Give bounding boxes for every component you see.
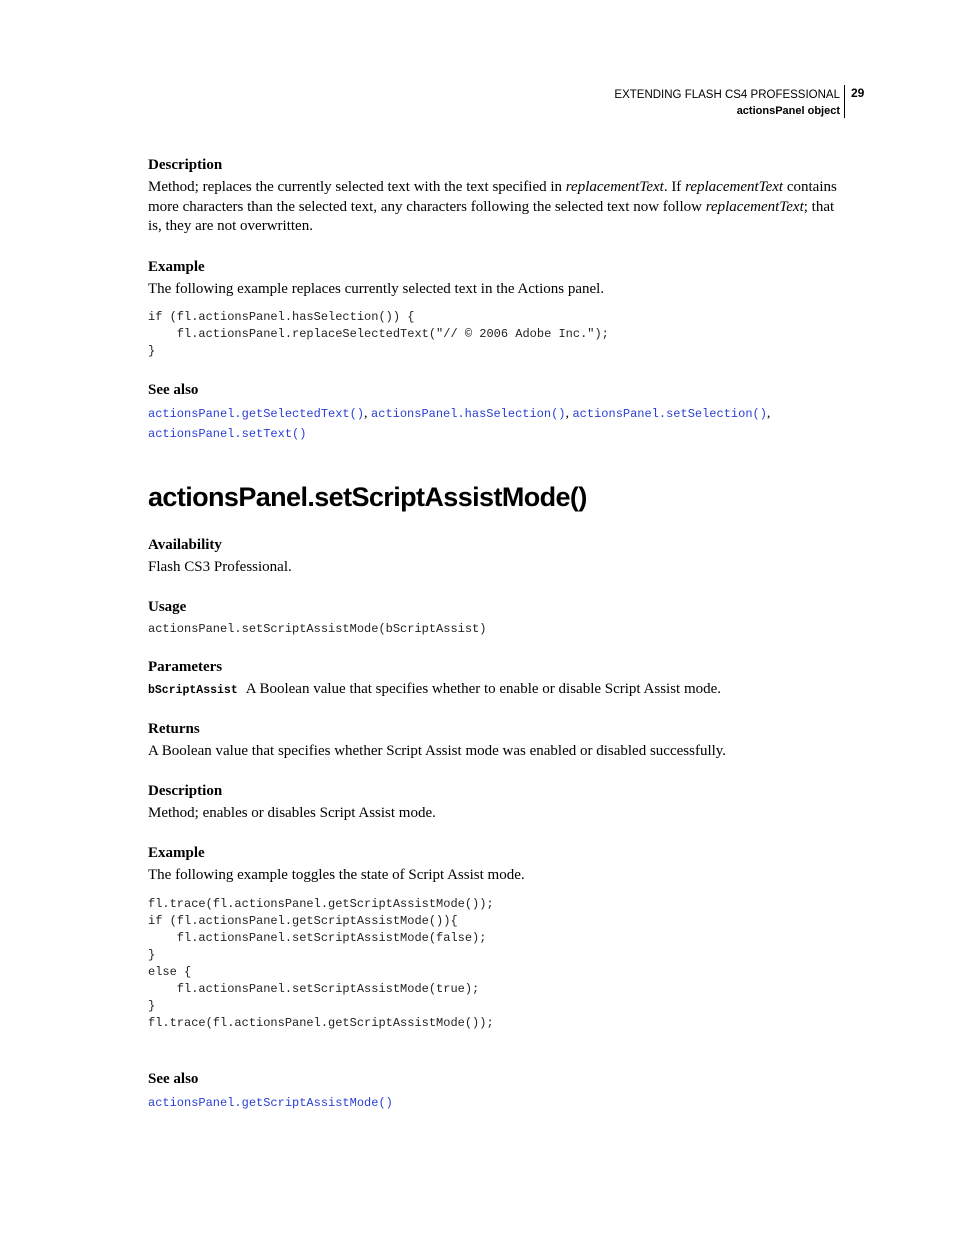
italic-term: replacementText — [685, 179, 784, 195]
parameters-heading: Parameters — [148, 659, 223, 675]
availability-heading: Availability — [148, 537, 222, 553]
see-also-links: actionsPanel.getSelectedText(), actionsPanel.hasSelection(), actionsPanel.setSelection(), — [148, 406, 771, 421]
description-heading-2: Description — [148, 783, 223, 799]
header-divider — [844, 85, 845, 118]
link-set-text[interactable]: actionsPanel.setText() — [148, 427, 307, 441]
example-intro: The following example replaces currently selected text in the Actions panel. — [148, 281, 605, 297]
usage-code: actionsPanel.setScriptAssistMode(bScriptAssist) — [148, 622, 487, 636]
example-code-block-2 — [148, 896, 494, 1032]
code-line: fl.actionsPanel.setScriptAssistMode(true); — [148, 982, 480, 996]
section-name: actionsPanel object — [736, 105, 840, 117]
returns-heading: Returns — [148, 721, 200, 737]
italic-term: replacementText — [565, 179, 664, 195]
code-line: else { — [148, 965, 192, 979]
italic-term: replacementText — [705, 198, 804, 215]
see-also-heading-2: See also — [148, 1071, 199, 1087]
book-title: EXTENDING FLASH CS4 PROFESSIONAL — [614, 89, 840, 101]
link-get-script-assist-mode[interactable]: actionsPanel.getScriptAssistMode() — [148, 1096, 393, 1110]
code-line: } — [148, 948, 156, 962]
usage-heading: Usage — [148, 599, 187, 615]
returns-text: A Boolean value that specifies whether Script Assist mode was enabled or disabled successfully. — [148, 743, 727, 759]
entry-title: actionsPanel.setScriptAssistMode() — [148, 482, 587, 512]
code-line: fl.trace(fl.actionsPanel.getScriptAssistMode()); — [148, 1016, 494, 1030]
example-intro-2: The following example toggles the state of Script Assist mode. — [148, 867, 525, 883]
text-run: contains more characters than the selected text, any characters following the selected text now follow — [148, 179, 837, 215]
code-line: if (fl.actionsPanel.getScriptAssistMode()){ — [148, 914, 458, 928]
description-paragraph — [148, 178, 840, 237]
description-text-2: Method; enables or disables Script Assist mode. — [148, 805, 436, 821]
running-head — [614, 87, 840, 119]
parameter-row — [148, 680, 721, 698]
page-number: 29 — [851, 86, 865, 100]
text-run: Method; replaces the currently selected text with the text specified in — [148, 179, 566, 195]
link-get-selected-text[interactable]: actionsPanel.getSelectedText() — [148, 407, 365, 421]
text-run: ; that is, they are not overwritten. — [148, 198, 835, 234]
code-line: } — [148, 344, 156, 358]
link-has-selection[interactable]: actionsPanel.hasSelection() — [371, 407, 566, 421]
code-line: if (fl.actionsPanel.hasSelection()) { — [148, 310, 415, 324]
example-code-block — [148, 309, 609, 360]
link-set-selection[interactable]: actionsPanel.setSelection() — [572, 407, 767, 421]
code-line: } — [148, 999, 156, 1013]
availability-text: Flash CS3 Professional. — [148, 559, 292, 575]
see-also-links-line2 — [148, 424, 306, 442]
example-heading: Example — [148, 259, 205, 275]
code-line: fl.trace(fl.actionsPanel.getScriptAssistMode()); — [148, 897, 494, 911]
description-heading: Description — [148, 157, 223, 173]
example-heading-2: Example — [148, 845, 205, 861]
text-run: . If — [663, 179, 686, 195]
code-line: fl.actionsPanel.replaceSelectedText("// © 2006 Adobe Inc."); — [148, 327, 609, 341]
see-also-heading: See also — [148, 382, 199, 398]
parameter-description: A Boolean value that specifies whether to enable or disable Script Assist mode. — [245, 681, 722, 697]
see-also-links-2 — [148, 1093, 393, 1111]
parameter-name: bScriptAssist — [148, 684, 238, 697]
code-line: fl.actionsPanel.setScriptAssistMode(false); — [148, 931, 487, 945]
